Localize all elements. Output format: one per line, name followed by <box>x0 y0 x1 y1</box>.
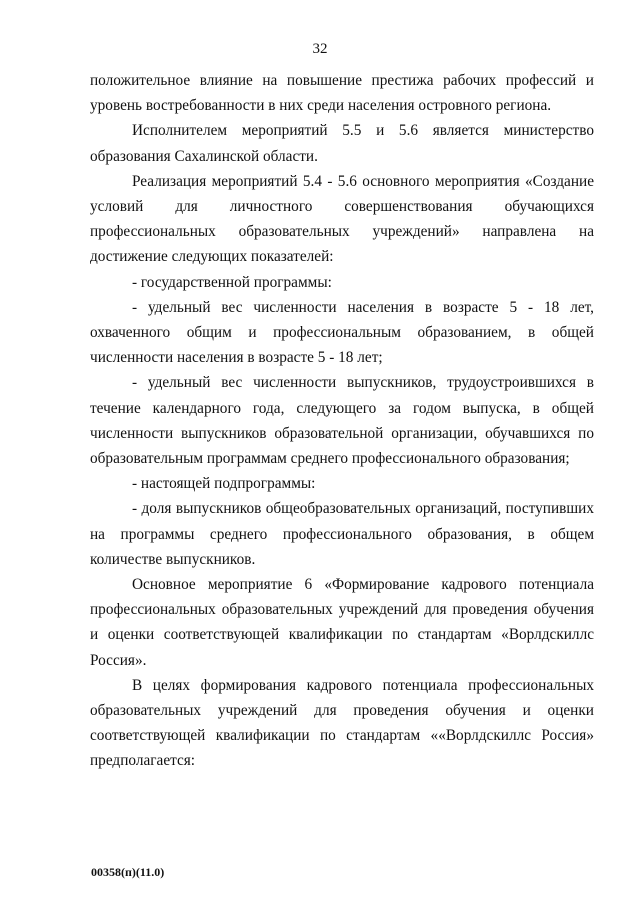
paragraph-subprogram-heading: - настоящей подпрограммы: <box>132 475 316 493</box>
paragraph-continuation: положительное влияние на повышение престижа рабочих профессий и уровень востребованности в них среди населения островного региона. <box>90 72 594 115</box>
paragraph-executor: Исполнителем мероприятий 5.5 и 5.6 является министерство образования Сахалинской области. <box>90 122 594 165</box>
paragraph-personnel-potential: В целях формирования кадрового потенциала профессиональных образовательных учреждений для проведения обучения и оценки соответствующей квалификации по стандартам ««Ворлдскиллс Россия» предполагается: <box>90 676 594 770</box>
page-number: 32 <box>312 41 328 57</box>
paragraph-implementation: Реализация мероприятий 5.4 - 5.6 основного мероприятия «Создание условий для личностного совершенствования обучающихся профессиональных образовательных учреждений» направлена на достижение следующих показателей: <box>90 172 594 266</box>
body-text <box>90 68 594 774</box>
paragraph-state-program-heading: - государственной программы: <box>132 273 332 291</box>
paragraph-indicator-graduates-employment: - удельный вес численности выпускников, трудоустроившихся в течение календарного года, следующего за годом выпуска, в общей численности выпускников образовательной организации, обучавшихся по образовательным программам среднего профессионального образования; <box>90 374 594 468</box>
footer-document-code: 00358(п)(11.0) <box>91 865 165 879</box>
paragraph-main-activity-6: Основное мероприятие 6 «Формирование кадрового потенциала профессиональных образовательных учреждений для проведения обучения и оценки соответствующей квалификации по стандартам «Ворлдскиллс Россия». <box>90 576 594 669</box>
paragraph-indicator-graduates-admission: - доля выпускников общеобразовательных организаций, поступивших на программы среднего профессионального образования, в общем количестве выпускников. <box>90 500 594 568</box>
paragraph-indicator-population-share: - удельный вес численности населения в возрасте 5 - 18 лет, охваченного общим и профессиональным образованием, в общей численности населения в возрасте 5 - 18 лет; <box>90 298 594 367</box>
